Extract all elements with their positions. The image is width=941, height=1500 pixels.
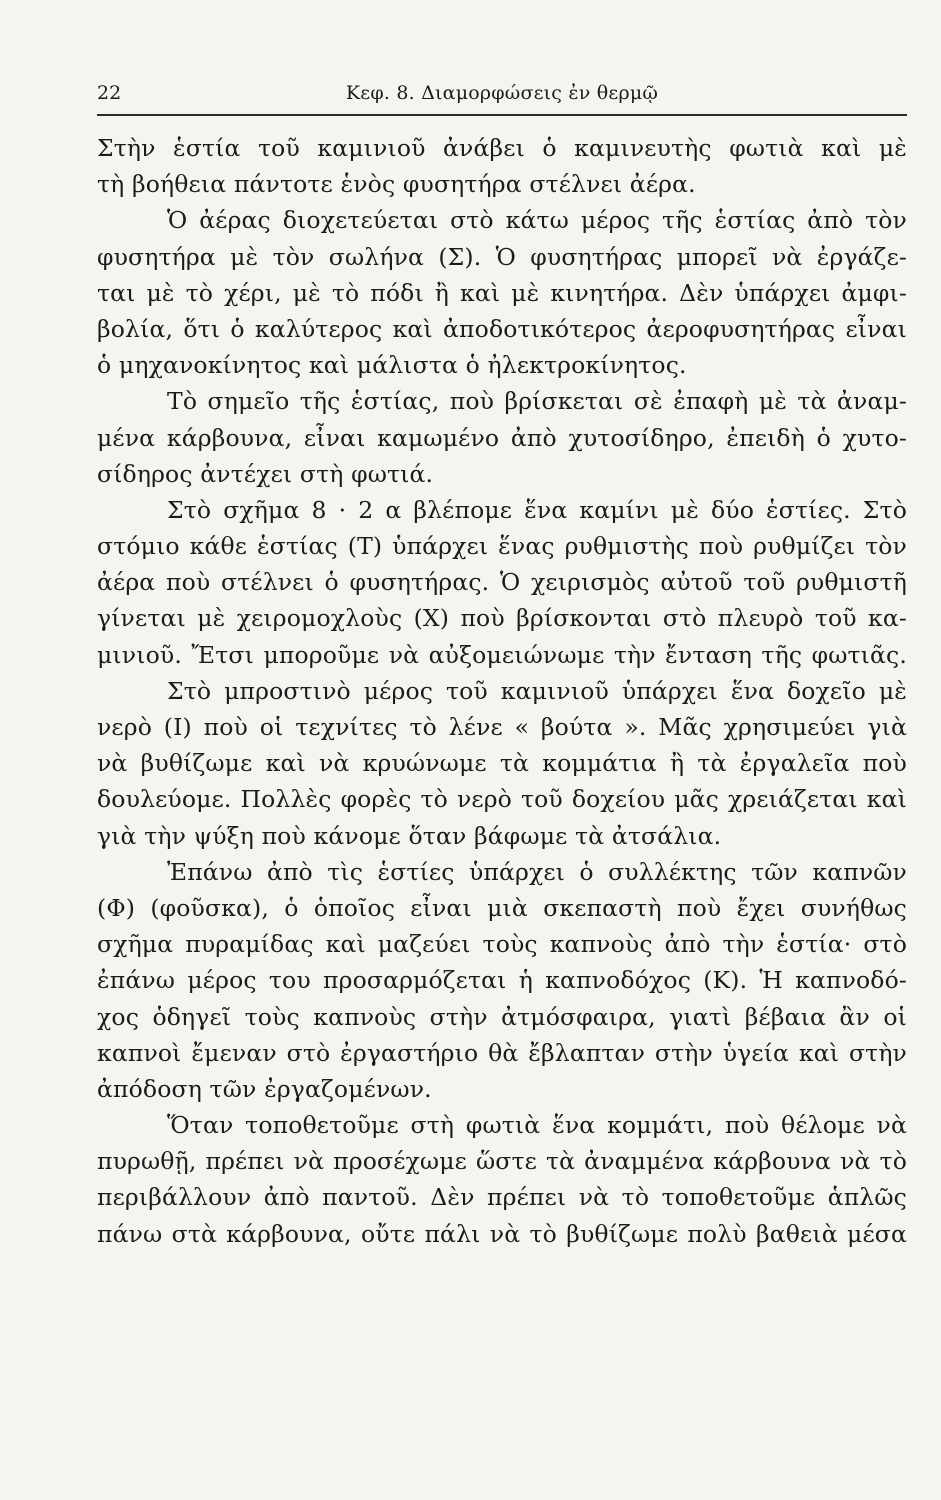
text-line: γιὰ τὴν ψύξη ποὺ κάνομε ὅταν βάφωμε τὰ ἀτσάλια. [97, 821, 722, 850]
text-line: ἐπάνω μέρος του προσαρμόζεται ἡ καπνοδόχος (Κ). Ἡ καπνοδό- [97, 966, 907, 995]
text-line: σίδηρος ἀντέχει στὴ φωτιά. [97, 459, 434, 488]
text-line: Στὸ σχῆμα 8 · 2 α βλέπομε ἕνα καμίνι μὲ δύο ἑστίες. Στὸ [167, 495, 907, 524]
text-line: ται μὲ τὸ χέρι, μὲ τὸ πόδι ἢ καὶ μὲ κινητήρα. Δὲν ὑπάρχει ἀμφι- [97, 278, 907, 307]
text-line: περιβάλλουν ἀπὸ παντοῦ. Δὲν πρέπει νὰ τὸ τοποθετοῦμε ἁπλῶς [97, 1183, 907, 1212]
text-line: Στὸ μπροστινὸ μέρος τοῦ καμινιοῦ ὑπάρχει ἕνα δοχεῖο μὲ [167, 676, 907, 705]
header-rule [97, 114, 907, 116]
text-line: πυρωθῇ, πρέπει νὰ προσέχωμε ὥστε τὰ ἀναμμένα κάρβουνα νὰ τὸ [97, 1147, 907, 1176]
text-line: (Φ) (φοῦσκα), ὁ ὁποῖος εἶναι μιὰ σκεπαστὴ ποὺ ἔχει συνήθως [97, 893, 907, 922]
text-line: Στὴν ἑστία τοῦ καμινιοῦ ἀνάβει ὁ καμινευτὴς φωτιὰ καὶ μὲ [97, 134, 907, 162]
text-line: Τὸ σημεῖο τῆς ἑστίας, ποὺ βρίσκεται σὲ ἐπαφὴ μὲ τὰ ἀναμ- [167, 387, 907, 416]
body-text [97, 130, 907, 1252]
text-line: Ἐπάνω ἀπὸ τὶς ἑστίες ὑπάρχει ὁ συλλέκτης τῶν καπνῶν [167, 857, 907, 886]
text-line: μένα κάρβουνα, εἶναι καμωμένο ἀπὸ χυτοσίδηρο, ἐπειδὴ ὁ χυτο- [97, 423, 907, 452]
text-line: νερὸ (Ι) ποὺ οἱ τεχνίτες τὸ λένε « βούτα ». Μᾶς χρησιμεύει γιὰ [97, 713, 907, 741]
text-line: φυσητήρα μὲ τὸν σωλήνα (Σ). Ὁ φυσητήρας μπορεῖ νὰ ἐργάζε- [97, 242, 907, 271]
text-line: σχῆμα πυραμίδας καὶ μαζεύει τοὺς καπνοὺς ἀπὸ τὴν ἑστία· στὸ [97, 930, 907, 959]
text-line: πάνω στὰ κάρβουνα, οὔτε πάλι νὰ τὸ βυθίζωμε πολὺ βαθειὰ μέσα [97, 1219, 907, 1248]
text-line: βολία, ὅτι ὁ καλύτερος καὶ ἀποδοτικότερος ἀεροφυσητήρας εἶναι [97, 314, 907, 343]
page-header [97, 82, 907, 112]
text-line: τὴ βοήθεια πάντοτε ἑνὸς φυσητήρα στέλνει ἀέρα. [97, 170, 696, 199]
text-line: ὁ μηχανοκίνητος καὶ μάλιστα ὁ ἠλεκτροκίνητος. [97, 351, 687, 380]
text-line: νὰ βυθίζωμε καὶ νὰ κρυώνωμε τὰ κομμάτια ἢ τὰ ἐργαλεῖα ποὺ [97, 749, 907, 778]
text-line: καπνοὶ ἔμεναν στὸ ἐργαστήριο θὰ ἔβλαπταν στὴν ὑγεία καὶ στὴν [97, 1038, 907, 1067]
text-line: Ὁ ἀέρας διοχετεύεται στὸ κάτω μέρος τῆς ἑστίας ἀπὸ τὸν [167, 206, 907, 235]
text-line: στόμιο κάθε ἑστίας (Τ) ὑπάρχει ἕνας ρυθμιστὴς ποὺ ρυθμίζει τὸν [97, 532, 907, 561]
text-line: Ὅταν τοποθετοῦμε στὴ φωτιὰ ἕνα κομμάτι, ποὺ θέλομε νὰ [167, 1111, 907, 1140]
text-line: ἀπόδοση τῶν ἐργαζομένων. [97, 1074, 432, 1103]
text-line: δουλεύομε. Πολλὲς φορὲς τὸ νερὸ τοῦ δοχείου μᾶς χρειάζεται καὶ [97, 785, 907, 814]
text-line: ἀέρα ποὺ στέλνει ὁ φυσητήρας. Ὁ χειρισμὸς αὐτοῦ τοῦ ρυθμιστῆ [97, 568, 907, 597]
text-line: χος ὁδηγεῖ τοὺς καπνοὺς στὴν ἀτμόσφαιρα, γιατὶ βέβαια ἂν οἱ [97, 1002, 907, 1031]
page-number: 22 [97, 82, 122, 104]
running-head: Κεφ. 8. Διαμορφώσεις ἐν θερμῷ [345, 82, 659, 104]
text-line: γίνεται μὲ χειρομοχλοὺς (Χ) ποὺ βρίσκονται στὸ πλευρὸ τοῦ κα- [97, 604, 907, 633]
text-line: μινιοῦ. Ἔτσι μποροῦμε νὰ αὐξομειώνωμε τὴν ἔνταση τῆς φωτιᾶς. [97, 640, 907, 669]
